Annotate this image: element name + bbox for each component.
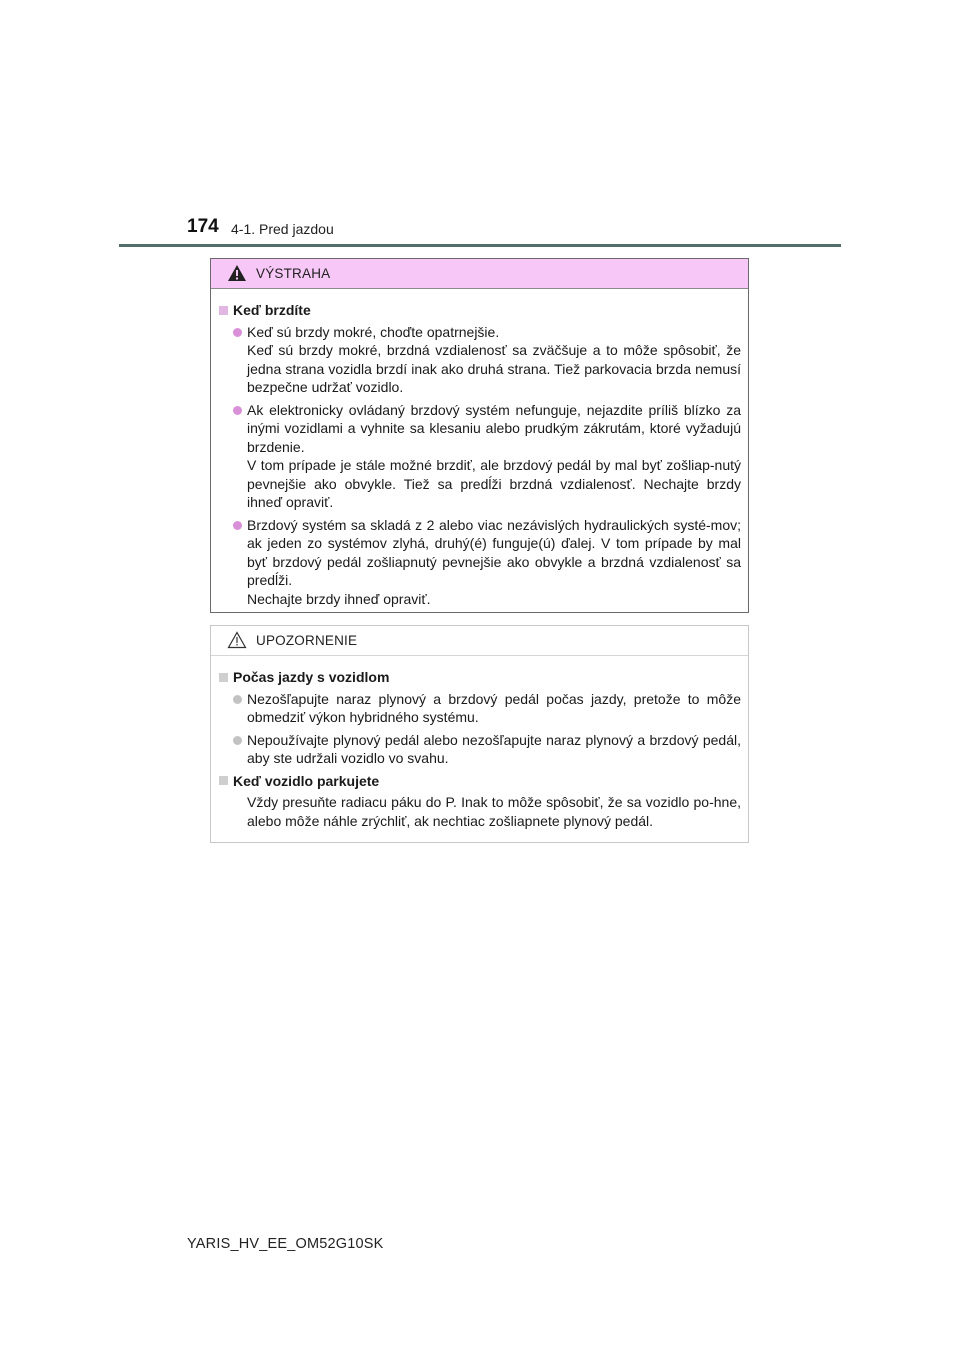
- section-title: Počas jazdy s vozidlom: [233, 669, 390, 685]
- caution-triangle-icon: [227, 631, 247, 649]
- warning-section: [218, 301, 741, 608]
- caution-section: [218, 668, 741, 768]
- list-item: [218, 516, 741, 609]
- section-text: Vždy presuňte radiacu páku do P. Inak to môže spôsobiť, že sa vozidlo po-hne, alebo môže náhle zrýchliť, ak nechtiac zošliapnete plynový pedál.: [247, 794, 741, 829]
- item-line: Nechajte brzdy ihneď opraviť.: [247, 590, 431, 607]
- caution-box: [210, 625, 749, 843]
- section-square-icon: [219, 306, 228, 315]
- list-item: [218, 690, 741, 727]
- section-square-icon: [219, 673, 228, 682]
- list-item: [218, 731, 741, 768]
- chapter-title: 4-1. Pred jazdou: [231, 221, 334, 237]
- bullet-icon: [233, 328, 242, 337]
- document-code: YARIS_HV_EE_OM52G10SK: [187, 1236, 384, 1252]
- bullet-icon: [233, 736, 242, 745]
- item-line: Keď sú brzdy mokré, choďte opatrnejšie.: [247, 323, 500, 340]
- warning-label: VÝSTRAHA: [256, 266, 331, 281]
- item-line: V tom prípade je stále možné brzdiť, ale brzdový pedál by mal byť zošliap-nutý pevnejšie ako obvykle. Tiež sa predĺži brzdná vzdialenosť. Nechajte brzdy ihneď opraviť.: [247, 457, 741, 510]
- list-item: [218, 401, 741, 512]
- section-square-icon: [219, 776, 228, 785]
- item-line: Ak elektronicky ovládaný brzdový systém nefunguje, nejazdite príliš blízko za inými vozidlami a vyhnite sa klesaniu alebo prudkým zákrutám, ktoré vyžadujú brzdenie.: [247, 401, 741, 455]
- bullet-icon: [233, 521, 242, 530]
- warning-box: [210, 258, 749, 613]
- page-number: 174: [187, 216, 219, 237]
- caution-section: [218, 772, 741, 831]
- warning-triangle-icon: [227, 264, 247, 282]
- section-title: Keď vozidlo parkujete: [233, 772, 380, 789]
- caution-label: UPOZORNENIE: [256, 633, 358, 648]
- list-item: [218, 323, 741, 397]
- header-rule: [119, 244, 841, 247]
- item-line: Keď sú brzdy mokré, brzdná vzdialenosť sa zväčšuje a to môže spôsobiť, že jedna strana vozidla brzdí inak ako druhá strana. Tiež parkovacia brzda nemusí bezpečne udržať vozidlo.: [247, 342, 741, 395]
- caution-header: [211, 626, 748, 656]
- bullet-icon: [233, 695, 242, 704]
- item-line: Nezošľapujte naraz plynový a brzdový pedál počas jazdy, pretože to môže obmedziť výkon hybridného systému.: [247, 690, 741, 725]
- bullet-icon: [233, 406, 242, 415]
- warning-header: [211, 259, 748, 289]
- item-line: Brzdový systém sa skladá z 2 alebo viac nezávislých hydraulických systé-mov; ak jeden zo systémov zlyhá, druhý(é) funguje(ú) ďalej. V tom prípade by mal byť brzdový pedál zošliapnutý pevnejšie ako obvykle a brzdná vzdialenosť sa predĺži.: [247, 516, 741, 588]
- page-header: [187, 216, 747, 246]
- item-line: Nepoužívajte plynový pedál alebo nezošľapujte naraz plynový a brzdový pedál, aby ste udržali vozidlo vo svahu.: [247, 731, 741, 766]
- section-title: Keď brzdíte: [233, 302, 311, 318]
